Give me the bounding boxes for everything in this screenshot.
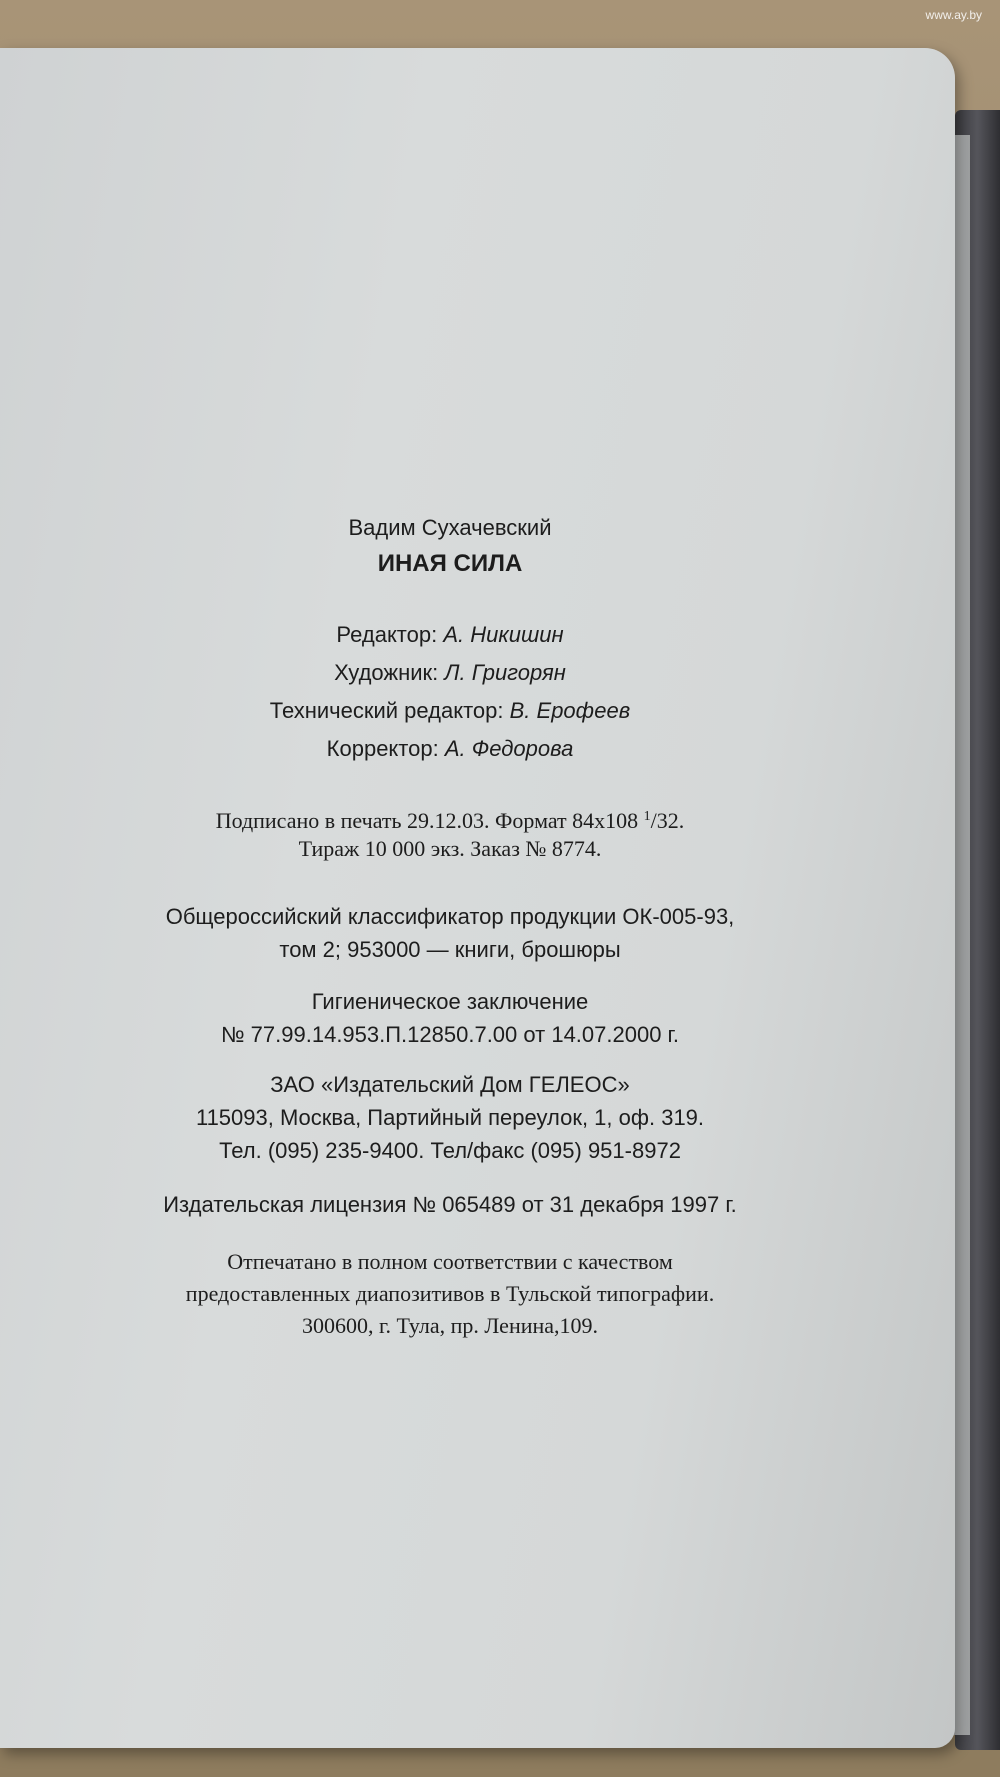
credit-proofreader [0, 735, 900, 763]
credit-person: В. Ерофеев [509, 698, 631, 723]
hygiene-line-2: № 77.99.14.953.П.12850.7.00 от 14.07.2000 г. [220, 1022, 680, 1047]
publisher-address: 115093, Москва, Партийный переулок, 1, оф. 319. [195, 1105, 705, 1130]
publisher-name: ЗАО «Издательский Дом ГЕЛЕОС» [270, 1072, 630, 1097]
book-page [0, 48, 955, 1748]
credit-tech-editor [0, 697, 900, 725]
credit-artist [0, 659, 900, 687]
credit-role: Редактор: [336, 622, 444, 647]
imprint-content [0, 48, 955, 1748]
printing-line-3: 300600, г. Тула, пр. Ленина,109. [301, 1313, 599, 1338]
printing-line-1: Отпечатано в полном соответствии с качеством [227, 1249, 673, 1274]
credit-person: А. Никишин [443, 622, 564, 647]
site-watermark: www.ay.by [925, 8, 982, 22]
publishing-license: Издательская лицензия № 065489 от 31 декабря 1997 г. [163, 1192, 737, 1217]
hygiene-line-1: Гигиеническое заключение [311, 989, 589, 1014]
print-signed-text: Подписано в печать 29.12.03. Формат 84x108 [215, 808, 644, 833]
credit-editor [0, 621, 900, 649]
print-signed-line [0, 803, 900, 835]
classifier-line-1: Общероссийский классификатор продукции ОК-005-93, [165, 904, 735, 929]
show-through-text [420, 393, 430, 427]
credit-role: Корректор: [326, 736, 445, 761]
credit-person: Л. Григорян [444, 660, 566, 685]
format-fraction: 1 [643, 809, 651, 824]
print-run-line: Тираж 10 000 экз. Заказ № 8774. [298, 836, 602, 861]
format-tail: /32. [650, 808, 685, 833]
printing-line-2: предоставленных диапозитивов в Тульской типографии. [185, 1281, 715, 1306]
credit-person: А. Федорова [444, 736, 574, 761]
credit-role: Технический редактор: [269, 698, 510, 723]
publisher-phones: Тел. (095) 235-9400. Тел/факс (095) 951-8972 [219, 1138, 681, 1163]
classifier-line-2: том 2; 953000 — книги, брошюры [279, 937, 621, 962]
credit-role: Художник: [334, 660, 445, 685]
author-name: Вадим Сухачевский [348, 515, 552, 540]
book-title: ИНАЯ СИЛА [377, 550, 523, 577]
